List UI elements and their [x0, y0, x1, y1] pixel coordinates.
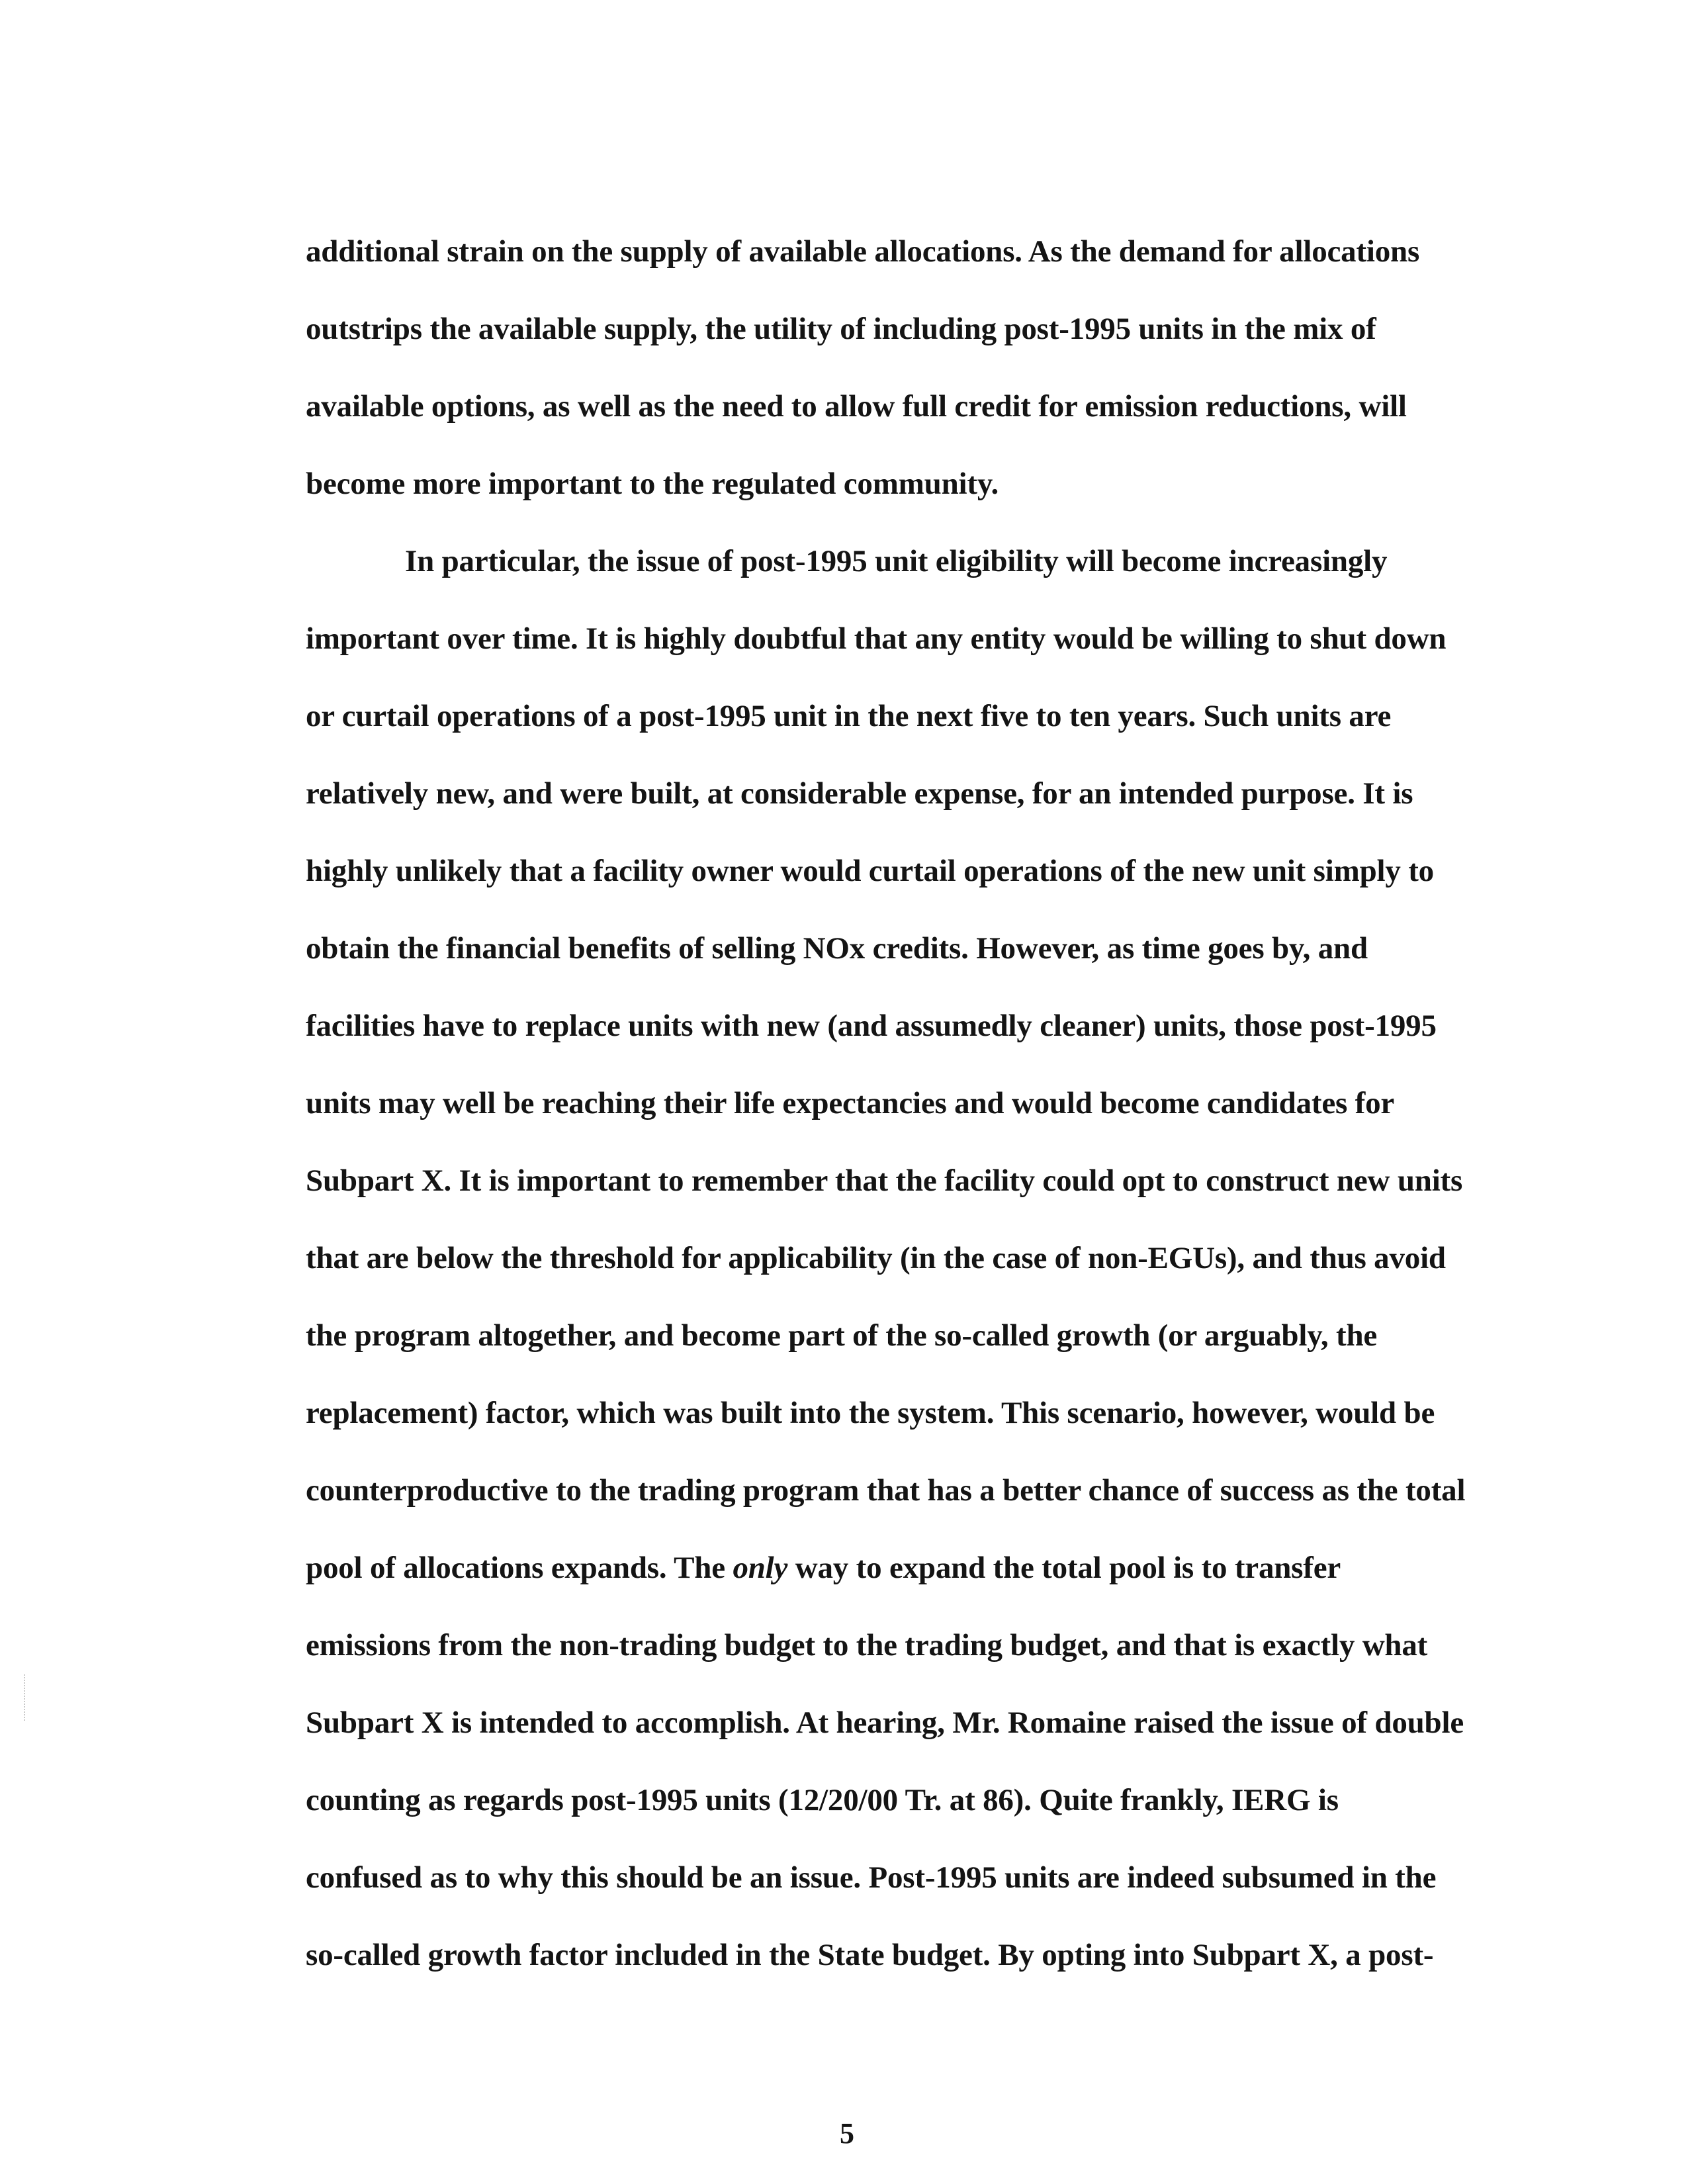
- text-line: units may well be reaching their life expectancies and would become candidates for: [306, 1086, 1395, 1120]
- scan-edge-mark: [24, 1674, 28, 1721]
- text-line: so-called growth factor included in the State budget. By opting into Subpart X, a post-: [306, 1938, 1434, 1972]
- text-line-with-emphasis: [306, 1529, 1503, 1607]
- text-line: important over time. It is highly doubtful that any entity would be willing to shut down: [306, 621, 1447, 656]
- text-line: facilities have to replace units with new (and assumedly cleaner) units, those post-1995: [306, 1009, 1437, 1043]
- text-segment: pool of allocations expands. The: [306, 1551, 733, 1585]
- text-line: Subpart X is intended to accomplish. At hearing, Mr. Romaine raised the issue of double: [306, 1706, 1464, 1740]
- text-line: or curtail operations of a post-1995 unit in the next five to ten years. Such units are: [306, 699, 1392, 733]
- text-line: outstrips the available supply, the utility of including post-1995 units in the mix of: [306, 312, 1376, 346]
- text-line: available options, as well as the need to allow full credit for emission reductions, will: [306, 389, 1407, 424]
- text-line: become more important to the regulated community.: [306, 467, 999, 501]
- document-body: [306, 213, 1503, 1994]
- text-line: counting as regards post-1995 units (12/20/00 Tr. at 86). Quite frankly, IERG is: [306, 1783, 1339, 1817]
- text-line: obtain the financial benefits of selling NOx credits. However, as time goes by, and: [306, 931, 1368, 966]
- page-number: 5: [840, 2117, 854, 2150]
- text-line: relatively new, and were built, at considerable expense, for an intended purpose. It is: [306, 776, 1413, 811]
- text-line: replacement) factor, which was built into the system. This scenario, however, would be: [306, 1396, 1435, 1430]
- paragraph-start-line: In particular, the issue of post-1995 unit eligibility will become increasingly: [405, 544, 1388, 578]
- emphasized-word: only: [733, 1551, 788, 1585]
- text-line: highly unlikely that a facility owner would curtail operations of the new unit simply to: [306, 854, 1434, 888]
- text-line: that are below the threshold for applicability (in the case of non-EGUs), and thus avoid: [306, 1241, 1446, 1275]
- text-line: counterproductive to the trading program that has a better chance of success as the total: [306, 1473, 1466, 1508]
- text-line: the program altogether, and become part of the so-called growth (or arguably, the: [306, 1318, 1378, 1353]
- text-line: additional strain on the supply of available allocations. As the demand for allocations: [306, 234, 1420, 269]
- text-line: emissions from the non-trading budget to the trading budget, and that is exactly what: [306, 1628, 1428, 1662]
- text-line: Subpart X. It is important to remember that the facility could opt to construct new units: [306, 1163, 1463, 1198]
- text-segment: way to expand the total pool is to transfer: [787, 1551, 1341, 1585]
- text-line: confused as to why this should be an issue. Post-1995 units are indeed subsumed in the: [306, 1860, 1437, 1895]
